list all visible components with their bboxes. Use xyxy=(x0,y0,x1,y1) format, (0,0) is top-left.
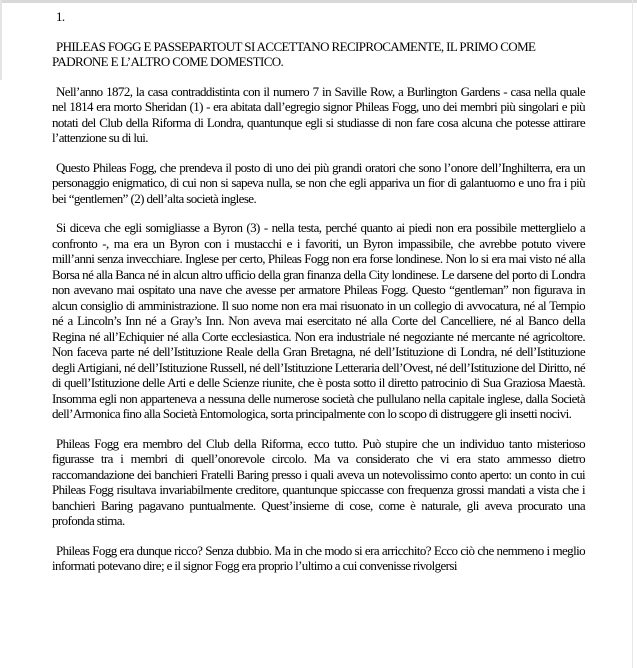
paragraph: Si diceva che egli somigliasse a Byron (3) - nella testa, perché quanto ai piedi non era possibile metterglielo a confronto -, ma era un Byron con i mustacchi e i favoriti, un Byron impassibile, che avrebbe potuto vivere mill’anni senza invecchiare. Inglese per certo, Phileas Fogg non era forse londinese. Non lo si era mai visto né alla Borsa né alla Banca né in alcun altro ufficio della gran finanza della City londinese. Le darsene del porto di Londra non avevano mai ospitato una nave che avesse per armatore Phileas Fogg. Questo “gentleman” non figurava in alcun consiglio di amministrazione. Il suo nome non era mai risuonato in un collegio di avvocatura, né al Tempio né a Lincoln’s Inn né a Gray’s Inn. Non aveva mai esercitato né alla Corte del Cancelliere, né al Banco della Regina né all’Echiquier né alla Corte ecclesiastica. Non era industriale né negoziante né mercante né agricoltore. Non faceva parte né dell’Istituzione Reale della Gran Bretagna, né dell’Istituzione di Londra, né dell’Istituzione degli Artigiani, né dell’Istituzione Russell, né dell’Istituzione Letteraria dell’Ovest, né dell’Istituzione del Diritto, né di quell’Istituzione delle Arti e delle Scienze riunite, che è posta sotto il diretto patrocinio di Sua Graziosa Maestà. Insomma egli non apparteneva a nessuna delle numerose società che pullulano nella capitale inglese, dalla Società dell’Armonica fino alla Società Entomologica, sorta principalmente con lo scopo di distruggere gli insetti nocivi. xyxy=(52,220,585,421)
paragraph: Questo Phileas Fogg, che prendeva il posto di uno dei più grandi oratori che sono l’onore dell’Inghilterra, era un personaggio enigmatico, di cui non si sapeva nulla, se non che egli appariva un fior di galantuomo e uno fra i più bei “gentlemen” (2) dell’alta società inglese. xyxy=(52,159,585,206)
chapter-number: 1. xyxy=(56,9,65,24)
chapter-title: PHILEAS FOGG E PASSEPARTOUT SI ACCETTANO RECIPROCAMENTE, IL PRIMO COME PADRONE E L’ALTRO COME DOMESTICO. xyxy=(52,38,536,69)
paragraph: Nell’anno 1872, la casa contraddistinta con il numero 7 in Saville Row, a Burlington Gardens - casa nella quale nel 1814 era morto Sheridan (1) - era abitata dall’egregio signor Phileas Fogg, uno dei membri più singolari e più notati del Club della Riforma di Londra, quantunque egli si studiasse di non fare cosa alcuna che potesse attirare l’attenzione su di lui. xyxy=(52,83,585,145)
paragraph: Phileas Fogg era membro del Club della Riforma, ecco tutto. Può stupire che un individuo tanto misterioso figurasse tra i membri di quell’onorevole circolo. Ma va considerato che vi era stato ammesso dietro raccomandazione dei banchieri Fratelli Baring presso i quali aveva un notevolissimo conto aperto: un conto in cui Phileas Fogg risultava invariabilmente creditore, quantunque spiccasse con frequenza grossi mandati a vista che i banchieri Baring pagavano puntualmente. Quest’insieme di cose, come è naturale, gli aveva procurato una profonda stima. xyxy=(52,435,585,528)
body-paragraphs xyxy=(52,84,585,574)
paragraph: Phileas Fogg era dunque ricco? Senza dubbio. Ma in che modo si era arricchito? Ecco ciò che nemmeno i meglio informati potevano dire; e il signor Fogg era proprio l’ultimo a cui convenisse rivolgersi xyxy=(52,542,585,573)
